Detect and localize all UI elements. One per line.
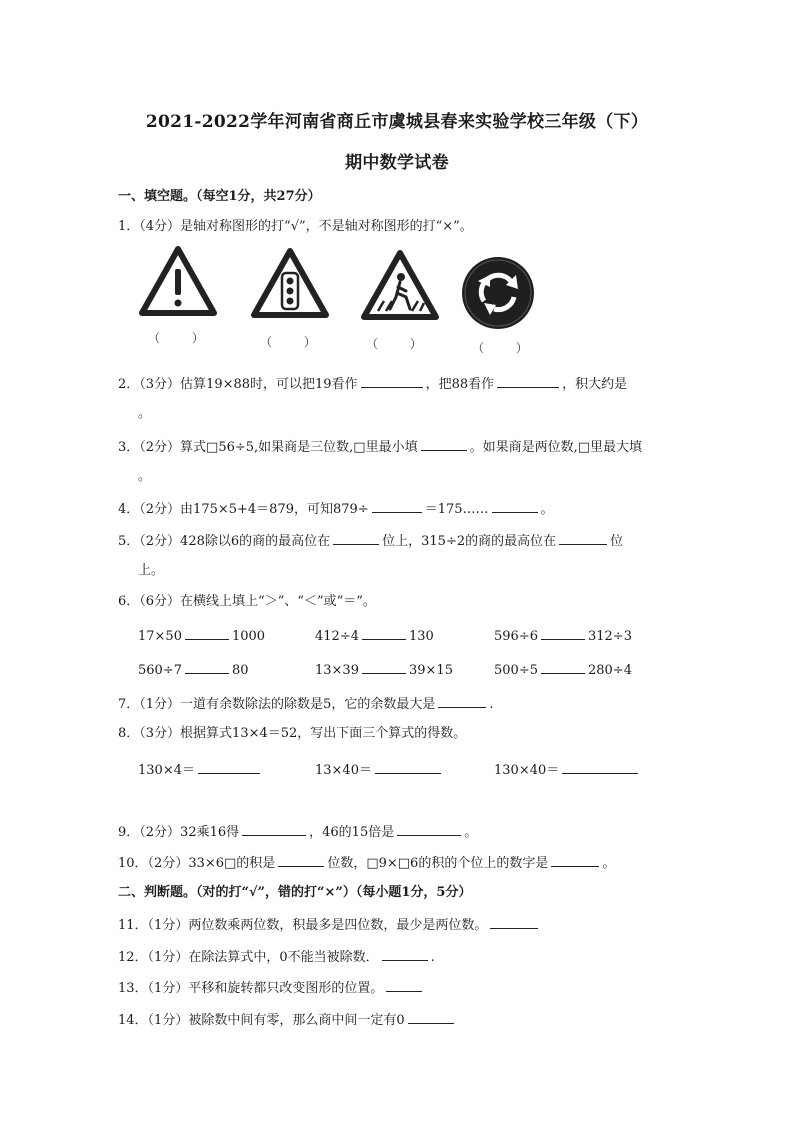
q3-text-1: 3．（2分）算式□56÷5,如果商是三位数,□里最小填 xyxy=(118,440,418,455)
section-fill-blank-heading: 一、填空题。（每空1分，共27分） xyxy=(118,189,321,204)
q4-text-3: 。 xyxy=(540,502,554,517)
q2-text-3: ，积大约是 xyxy=(562,377,628,392)
question-6: 6．（6分）在横线上填上“＞”、“＜”或“＝”。 xyxy=(118,594,376,609)
sign-4-answer-blank[interactable]: （ ） xyxy=(472,341,542,355)
q7-text-1: 7．（1分）一道有余数除法的除数是5，它的余数最大是 xyxy=(118,697,436,712)
q5-text-3: 位 xyxy=(610,534,624,549)
sign-3-answer-blank[interactable]: （ ） xyxy=(366,337,436,351)
q6-item-5 xyxy=(315,660,453,680)
question-1: 1．（4分）是轴对称图形的打“√”，不是轴对称图形的打“×”。 xyxy=(118,219,473,234)
traffic-light-sign-icon xyxy=(254,251,326,315)
question-5-cont: 上。 xyxy=(138,563,165,578)
sign-2-answer-blank[interactable]: （ ） xyxy=(260,335,330,349)
q10-text-2: 位数，□9×□6的积的个位上的数字是 xyxy=(327,856,549,871)
q4-blank-2[interactable] xyxy=(492,499,538,513)
question-4 xyxy=(118,499,554,519)
question-8: 8．（3分）根据算式13×4＝52，写出下面三个算式的得数。 xyxy=(118,726,467,741)
q8-item-1 xyxy=(138,760,263,780)
q6-item-1-blank[interactable] xyxy=(185,626,229,640)
question-3-cont: 。 xyxy=(138,469,152,484)
q5-text-1: 5．（2分）428除以6的商的最高位在 xyxy=(118,534,331,549)
q8-item-3-blank[interactable] xyxy=(562,760,638,774)
q6-item-2-blank[interactable] xyxy=(362,626,406,640)
exam-subtitle: 期中数学试卷 xyxy=(345,153,449,173)
q6-item-1-right: 1000 xyxy=(231,629,266,644)
q6-item-4-right: 80 xyxy=(231,663,249,678)
q8-item-3-expr: 130×40＝ xyxy=(494,763,560,778)
question-7 xyxy=(118,694,493,714)
question-2 xyxy=(118,374,627,394)
section-judge-heading: 二、判断题。（对的打“√”，错的打“×”）（每小题1分，5分） xyxy=(118,885,472,900)
question-10 xyxy=(118,853,615,873)
q8-item-2 xyxy=(315,760,444,780)
q6-item-6 xyxy=(494,660,632,680)
q6-item-2 xyxy=(315,626,434,646)
q11-blank[interactable] xyxy=(490,915,538,929)
question-5 xyxy=(118,531,623,551)
warning-exclamation-sign-icon xyxy=(142,249,214,313)
q6-item-4-left: 560÷7 xyxy=(138,663,182,678)
q13-text: 13．（1分）平移和旋转都只改变图形的位置。 xyxy=(118,981,384,996)
q2-blank-2[interactable] xyxy=(497,374,559,388)
q4-blank-1[interactable] xyxy=(372,499,422,513)
q9-text-1: 9．（2分）32乘16得 xyxy=(118,825,240,840)
q6-item-1 xyxy=(138,626,265,646)
q2-text-1: 2．（3分）估算19×88时，可以把19看作 xyxy=(118,377,358,392)
q8-item-2-expr: 13×40＝ xyxy=(315,763,372,778)
q14-blank[interactable] xyxy=(408,1010,454,1024)
q9-blank-2[interactable] xyxy=(397,822,461,836)
q9-blank-1[interactable] xyxy=(242,822,306,836)
q6-item-6-right: 280÷4 xyxy=(587,663,632,678)
question-11 xyxy=(118,915,541,935)
q14-text: 14．（1分）被除数中间有零，那么商中间一定有0 xyxy=(118,1013,405,1028)
q6-item-5-left: 13×39 xyxy=(315,663,359,678)
q4-text-2: ＝175…… xyxy=(424,502,489,517)
q5-blank-1[interactable] xyxy=(333,531,379,545)
q6-item-5-blank[interactable] xyxy=(362,660,406,674)
q6-item-3-right: 312÷3 xyxy=(587,629,632,644)
q8-item-1-expr: 130×4＝ xyxy=(138,763,195,778)
traffic-signs-figure xyxy=(138,245,542,360)
q6-item-4-blank[interactable] xyxy=(185,660,229,674)
q6-item-5-right: 39×15 xyxy=(408,663,453,678)
q6-item-3-blank[interactable] xyxy=(541,626,585,640)
question-2-cont: 。 xyxy=(138,406,152,421)
q6-item-6-left: 500÷5 xyxy=(494,663,538,678)
roundabout-sign-icon xyxy=(462,257,534,329)
q10-blank-1[interactable] xyxy=(278,853,324,867)
question-9 xyxy=(118,822,477,842)
q5-blank-2[interactable] xyxy=(559,531,607,545)
q12-tail: . xyxy=(430,950,435,965)
q3-blank-1[interactable] xyxy=(421,437,467,451)
q7-text-2: . xyxy=(489,697,494,712)
sign-1-answer-blank[interactable]: （ ） xyxy=(148,331,218,345)
q2-blank-1[interactable] xyxy=(361,374,423,388)
q13-blank[interactable] xyxy=(386,978,422,992)
q5-text-2: 位上，315÷2的商的最高位在 xyxy=(382,534,557,549)
q8-item-2-blank[interactable] xyxy=(375,760,441,774)
q7-blank[interactable] xyxy=(438,694,486,708)
q9-text-3: 。 xyxy=(464,825,478,840)
q6-item-1-left: 17×50 xyxy=(138,629,182,644)
q4-text-1: 4．（2分）由175×5+4＝879，可知879÷ xyxy=(118,502,369,517)
q6-item-3 xyxy=(494,626,632,646)
q12-blank[interactable] xyxy=(382,947,428,961)
q8-item-3 xyxy=(494,760,641,780)
q9-text-2: ，46的15倍是 xyxy=(309,825,395,840)
question-12 xyxy=(118,947,435,967)
q6-item-2-left: 412÷4 xyxy=(315,629,359,644)
question-13 xyxy=(118,978,425,998)
q10-blank-2[interactable] xyxy=(551,853,599,867)
question-14 xyxy=(118,1010,457,1030)
q12-text: 12．（1分）在除法算式中，0不能当被除数． xyxy=(118,950,379,965)
question-3 xyxy=(118,437,642,457)
exam-title: 2021-2022学年河南省商丘市虞城县春来实验学校三年级（下） xyxy=(145,112,649,132)
q10-text-3: 。 xyxy=(602,856,616,871)
q10-text-1: 10．（2分）33×6□的积是 xyxy=(118,856,276,871)
q2-text-2: ，把88看作 xyxy=(425,377,495,392)
q6-item-6-blank[interactable] xyxy=(541,660,585,674)
q11-text: 11．（1分）两位数乘两位数，积最多是四位数，最少是两位数。 xyxy=(118,918,488,933)
pedestrian-crossing-sign-icon xyxy=(364,253,436,317)
q6-item-3-left: 596÷6 xyxy=(494,629,538,644)
q8-item-1-blank[interactable] xyxy=(198,760,260,774)
q6-item-2-right: 130 xyxy=(408,629,434,644)
q6-item-4 xyxy=(138,660,249,680)
q3-text-2: 。如果商是两位数,□里最大填 xyxy=(469,440,642,455)
